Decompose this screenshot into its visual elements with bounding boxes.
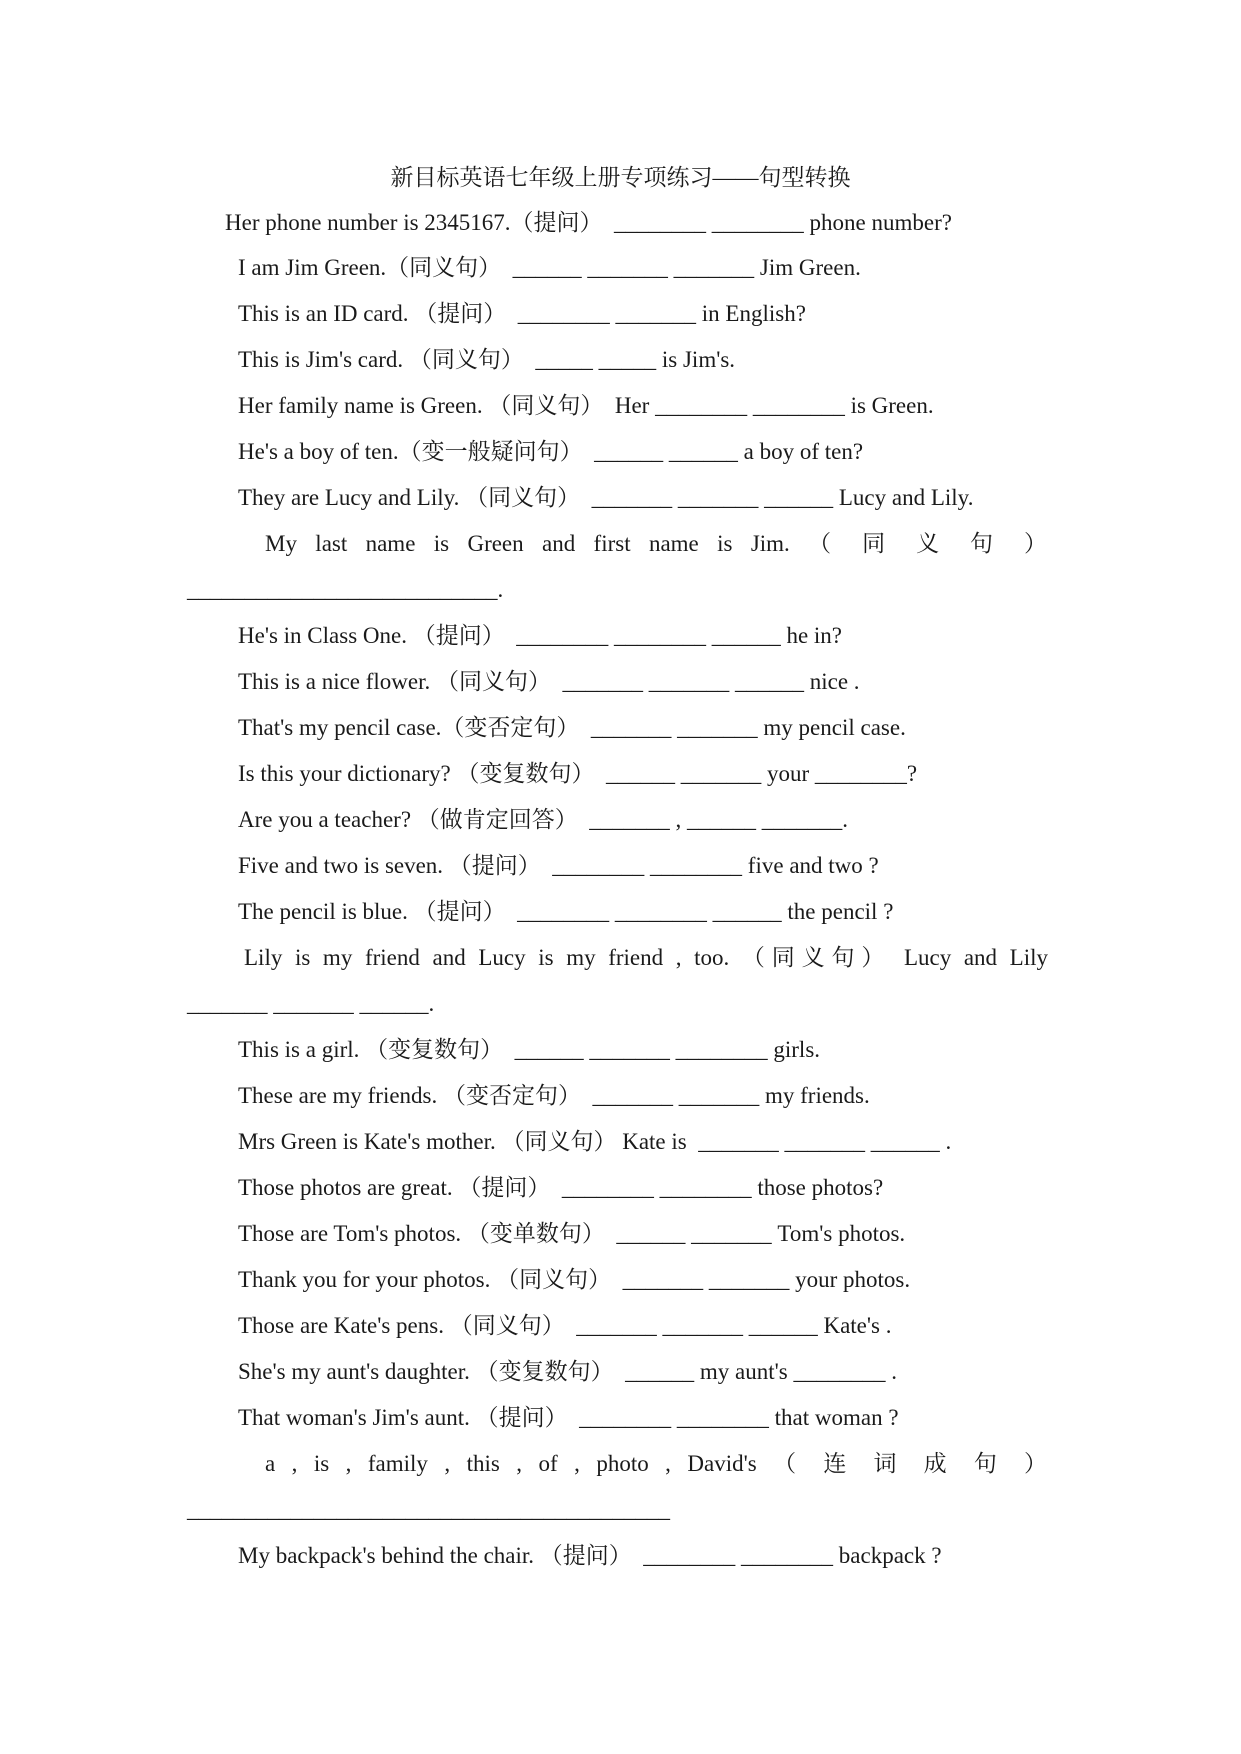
answer-blank-line: ___________________________. <box>187 577 504 602</box>
exercise-line: Lily is my friend and Lucy is my friend , too. （同义句） Lucy and Lily <box>244 945 1048 970</box>
exercise-line: This is an ID card. （提问） ________ _______ in English? <box>238 301 806 326</box>
exercise-line: My last name is Green and first name is Jim. （ 同 义 句 ） <box>265 531 1047 556</box>
answer-blank-line: _______ _______ ______. <box>187 991 435 1016</box>
exercise-line: Thank you for your photos. （同义句） _______ _______ your photos. <box>238 1267 911 1292</box>
exercise-line: This is a nice flower. （同义句） _______ _______ ______ nice . <box>238 669 860 694</box>
exercise-line: This is Jim's card. （同义句） _____ _____ is Jim's. <box>238 347 736 372</box>
exercise-line: Her phone number is 2345167.（提问） ________ ________ phone number? <box>225 210 952 235</box>
exercise-line: She's my aunt's daughter. （变复数句） ______ my aunt's ________ . <box>238 1359 897 1384</box>
exercise-line: Five and two is seven. （提问） ________ ________ five and two ? <box>238 853 879 878</box>
answer-blank-line: __________________________________________ <box>187 1497 670 1522</box>
exercise-line: They are Lucy and Lily. （同义句） _______ _______ ______ Lucy and Lily. <box>238 485 974 510</box>
exercise-line: This is a girl. （变复数句） ______ _______ ________ girls. <box>238 1037 821 1062</box>
exercise-line: Is this your dictionary? （变复数句） ______ _______ your ________? <box>238 761 918 786</box>
exercise-line: a , is , family , this , of , photo , David's （ 连 词 成 句 ） <box>265 1451 1047 1476</box>
exercise-line: Mrs Green is Kate's mother. （同义句） Kate is _______ _______ ______ . <box>238 1129 952 1154</box>
exercise-line: Those are Kate's pens. （同义句） _______ _______ ______ Kate's . <box>238 1313 892 1338</box>
exercise-line: Those are Tom's photos. （变单数句） ______ _______ Tom's photos. <box>238 1221 906 1246</box>
exercise-line: Are you a teacher? （做肯定回答） _______ , ______ _______. <box>238 807 849 832</box>
exercise-line: My backpack's behind the chair. （提问） ________ ________ backpack ? <box>238 1543 942 1568</box>
exercise-line: Those photos are great. （提问） ________ ________ those photos? <box>238 1175 884 1200</box>
exercise-line: That's my pencil case.（变否定句） _______ _______ my pencil case. <box>238 715 906 740</box>
exercise-line: He's in Class One. （提问） ________ ________ ______ he in? <box>238 623 843 648</box>
exercise-line: The pencil is blue. （提问） ________ ________ ______ the pencil ? <box>238 899 894 924</box>
exercise-line: That woman's Jim's aunt. （提问） ________ ________ that woman ? <box>238 1405 899 1430</box>
exercise-line: Her family name is Green. （同义句） Her ________ ________ is Green. <box>238 393 934 418</box>
exercise-line: He's a boy of ten.（变一般疑问句） ______ ______ a boy of ten? <box>238 439 864 464</box>
exercise-line: I am Jim Green.（同义句） ______ _______ _______ Jim Green. <box>238 255 861 280</box>
page-title: 新目标英语七年级上册专项练习——句型转换 <box>390 165 851 190</box>
exercise-line: These are my friends. （变否定句） _______ _______ my friends. <box>238 1083 870 1108</box>
